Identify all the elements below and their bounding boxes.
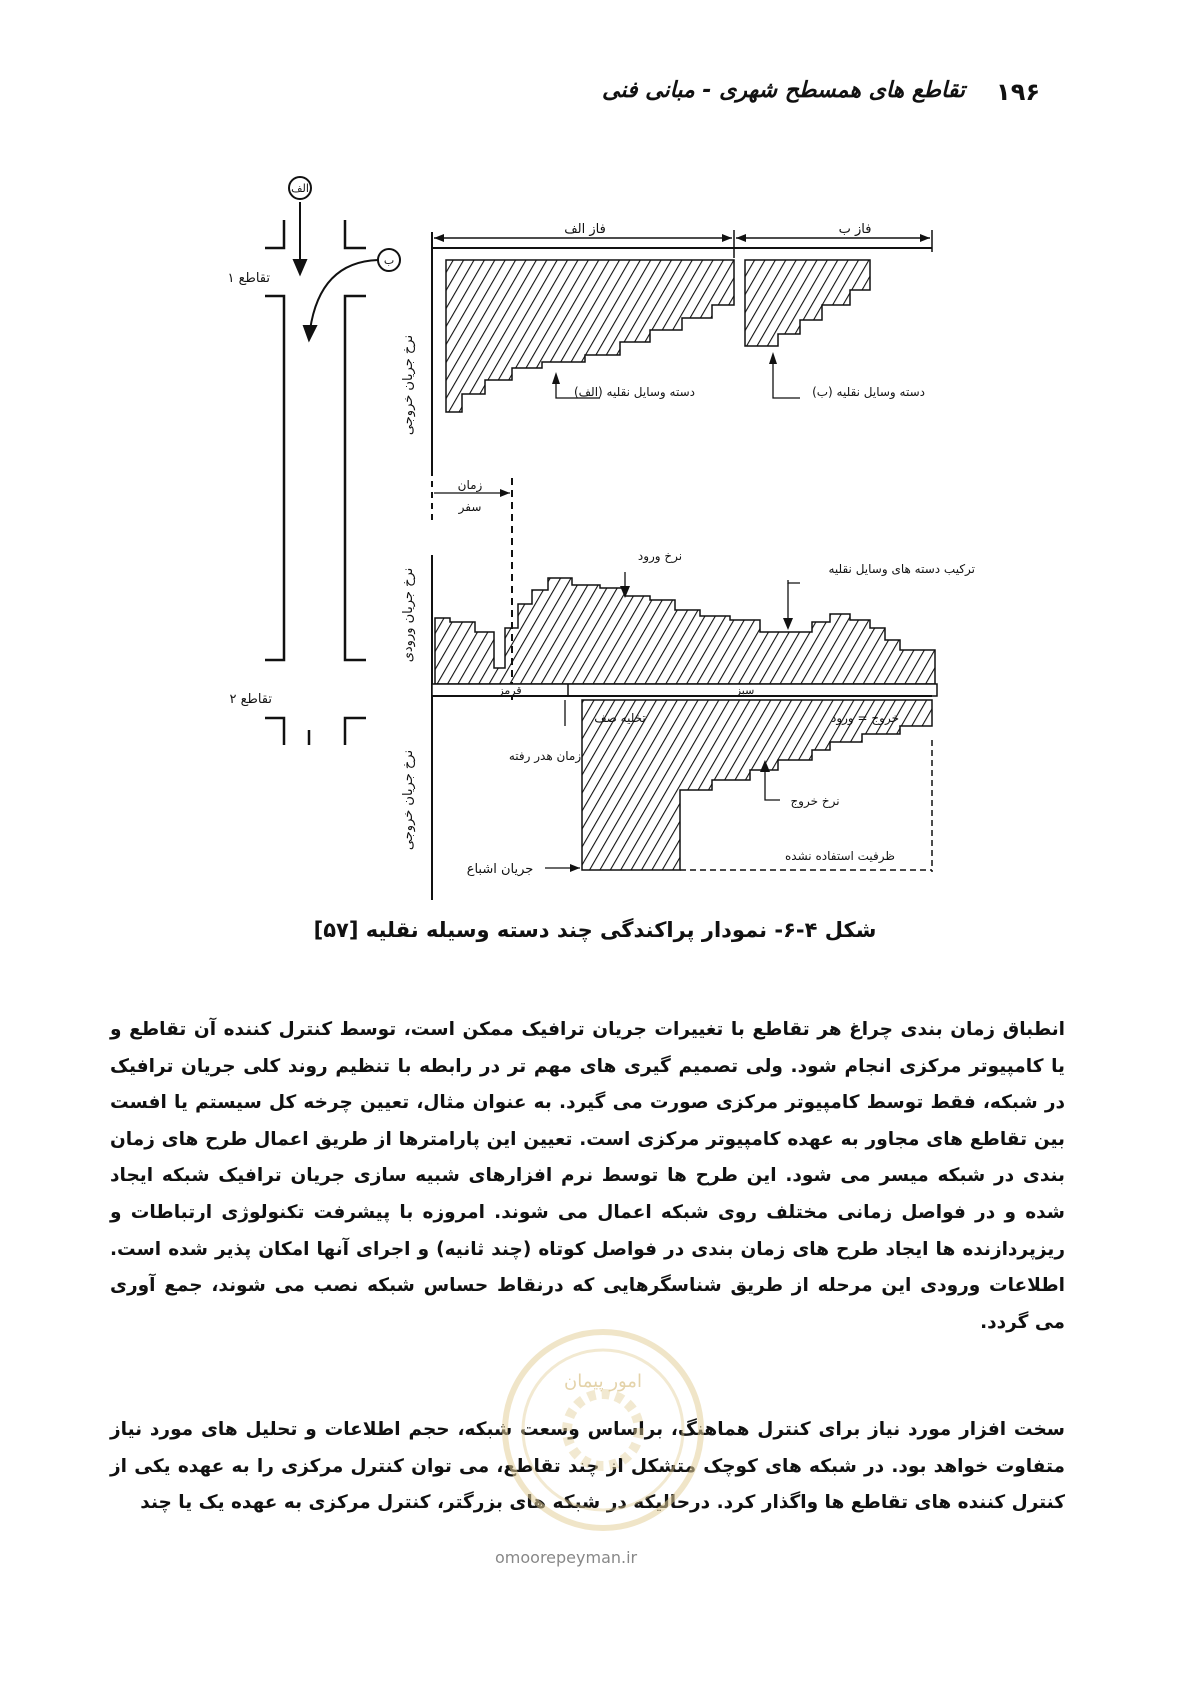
page-number: ۱۹۶ [996,78,1040,106]
red-label: قرمز [498,684,522,697]
lost-time-label: زمان هدر رفته [508,749,582,763]
top-panel [401,222,932,520]
bottom-panel [401,696,932,877]
travel-time-label-1: زمان [457,478,483,492]
platoon-b-label: دسته وسایل نقلیه (ب) [812,385,925,399]
unused-capacity-label: ظرفیت استفاده نشده [785,849,895,863]
marker-b-label: ب [383,254,395,267]
paragraph-text: سخت افزار مورد نیاز برای کنترل هماهنگ، براساس وسعت شبکه، حجم اطلاعات و تحلیل های مورد نیاز متفاوت خواهد بود. در شبکه های کوچک متشکل از چند تقاطع، می توان کنترل مرکزی را به عهده یکی از کنترل کننده های تقاطع ها واگذار کرد. درحالیکه در شبکه های بزرگتر، کنترل مرکزی به عهده یک یا چند [110,1419,1065,1514]
green-label: سبز [735,684,755,697]
saturation-flow-label: جریان اشباع [466,862,534,877]
intersection-2-label: تقاطع ۲ [229,692,272,707]
y-axis-outflow-top: نرخ جریان خروجی [401,334,416,436]
arrival-rate-label: نرخ ورود [637,549,683,563]
road-schematic [265,220,366,745]
watermark-logo [498,1325,708,1535]
watermark-text: omoorepeyman.ir [495,1548,638,1567]
body-paragraph-1 [110,1012,1065,1341]
intersection-1-label: تقاطع ۱ [227,271,270,286]
platoon-composition-label: ترکیب دسته های وسایل نقلیه [828,562,975,576]
departure-arrival-label: خروج = ورود [831,711,899,725]
platoon-a-label: دسته وسایل نقلیه (الف) [573,385,695,399]
departure-rate-label: نرخ خروج [790,794,840,808]
paragraph-text: انطباق زمان بندی چراغ هر تقاطع با تغییرات جریان ترافیک ممکن است، توسط کنترل کننده آن تقاطع و یا کامپیوتر مرکزی انجام شود. ولی تصمیم گیری های مهم تر در رابطه با تنظیم روند کلی جریان ترافیک در شبکه، فقط توسط کامپیوتر مرکزی صورت می گیرد. به عنوان مثال، تعیین چرخه کل سیستم یا افست بین تقاطع های مجاور به عهده کامپیوتر مرکزی است. تعیین این پارامترها از طریق اعمال طرح های زمان بندی در شبکه میسر می شود. این طرح ها توسط نرم افزارهای شبیه سازی جریان ترافیک شبکه ایجاد شده و در فواصل زمانی مختلف روی شبکه اعمال می شوند. امروزه با پیشرفت تکنولوژی ارتباطات و ریزپردازنده ها ایجاد طرح های زمان بندی در فواصل کوتاه (چند ثانیه) و اجرای آنها امکان پذیر شده است. اطلاعات ورودی این مرحله از طریق شناسگرهایی که درنقاط حساس شبکه نصب می شوند، جمع آوری می گردد. [110,1019,1065,1333]
platoon-b-hatch [745,260,870,346]
y-axis-inflow: نرخ جریان ورودی [401,567,416,663]
y-axis-outflow-bottom: نرخ جریان خروجی [401,749,416,851]
marker-a-label: الف [291,182,309,195]
inflow-hatch [435,578,935,684]
figure-caption: شکل ۴-۶- نمودار پراکندگی چند دسته وسیله نقلیه [۵۷] [313,918,877,942]
queue-clearance-label: تخلیه صف [594,711,646,725]
outflow-hatch [582,700,932,870]
travel-time-label-2: سفر [458,500,482,514]
phase-b-label: فاز ب [838,222,872,237]
phase-a-label: فاز الف [564,222,606,237]
watermark-logo-text: امور پیمان [564,1371,642,1392]
running-title: تقاطع های همسطح شهری - مبانی فنی [602,78,965,103]
vehicle-paths [294,202,378,340]
